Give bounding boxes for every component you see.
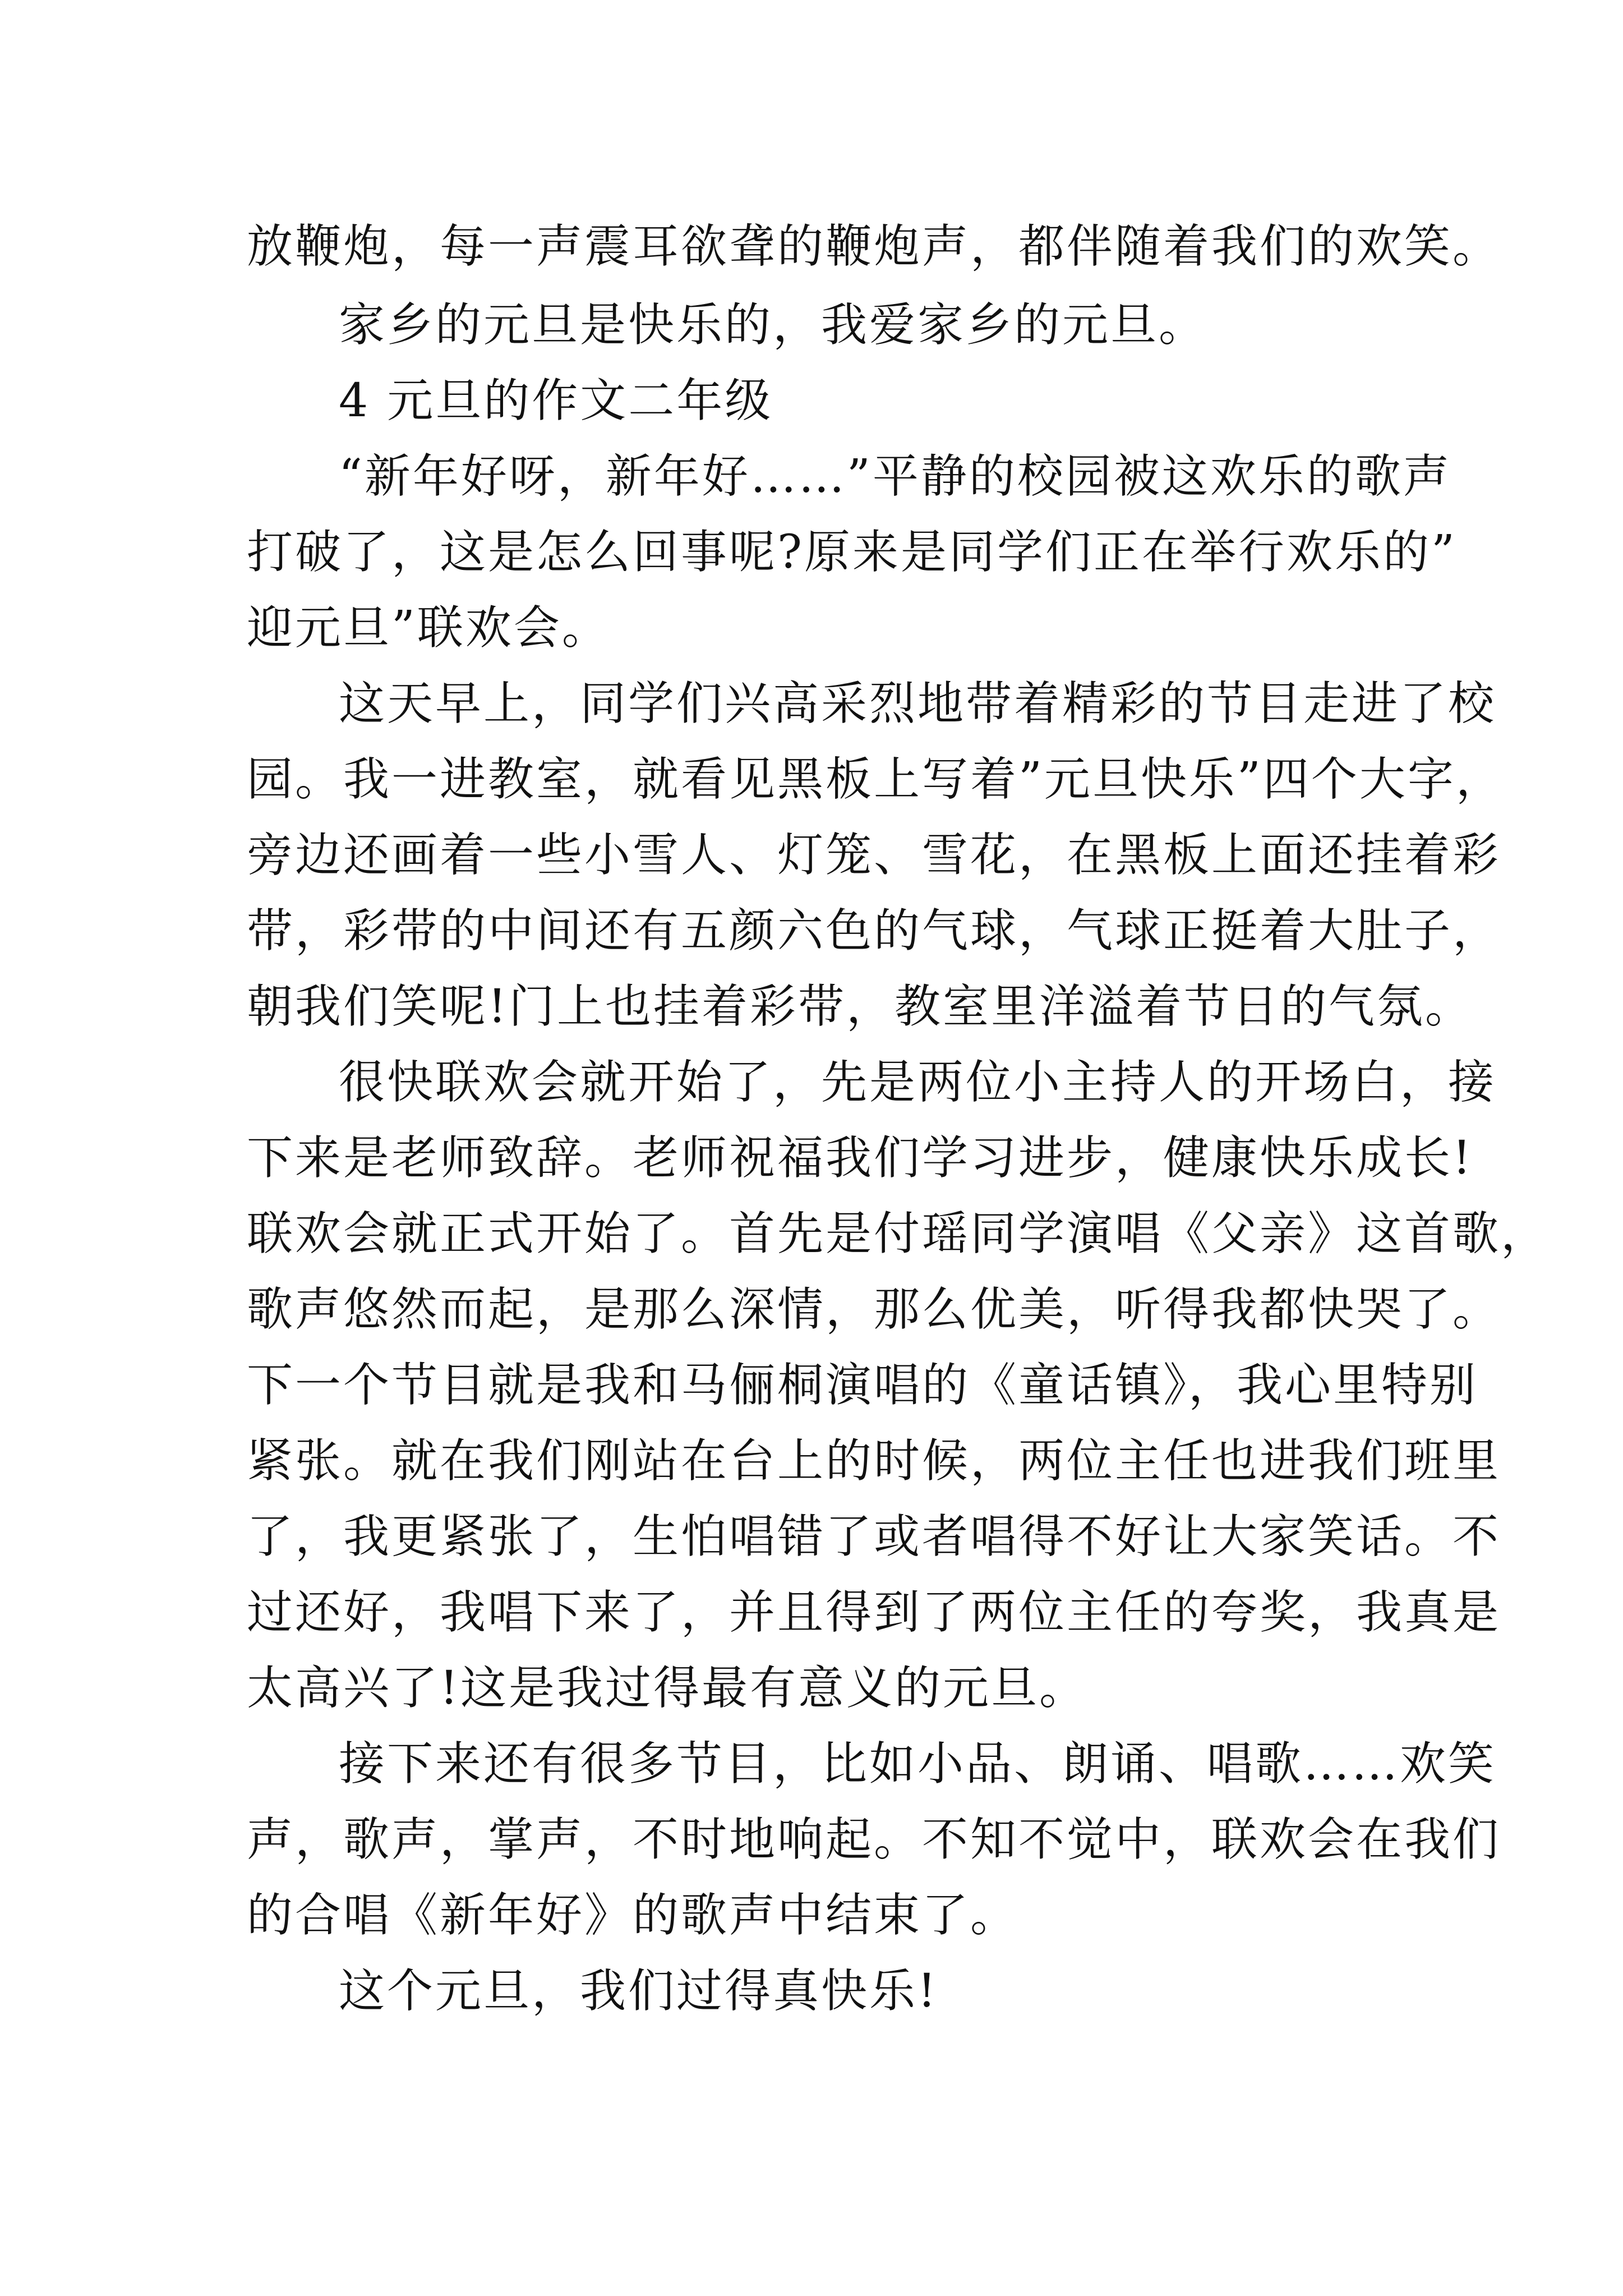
text-line: 歌声悠然而起，是那么深情，那么优美，听得我都快哭了。	[247, 1283, 1501, 1336]
text-line: 很快联欢会就开始了，先是两位小主持人的开场白，接	[339, 1056, 1497, 1109]
text-line: 这天早上，同学们兴高采烈地带着精彩的节目走进了校	[339, 677, 1497, 730]
text-line: 过还好，我唱下来了，并且得到了两位主任的夸奖，我真是	[247, 1586, 1501, 1639]
text-line: 打破了，这是怎么回事呢?原来是同学们正在举行欢乐的”	[247, 526, 1457, 579]
section-heading: 4 元旦的作文二年级	[339, 374, 773, 427]
text-line: 朝我们笑呢!门上也挂着彩带，教室里洋溢着节日的气氛。	[247, 980, 1473, 1033]
text-line: 带，彩带的中间还有五颜六色的气球，气球正挺着大肚子，	[247, 904, 1501, 958]
text-line: 声，歌声，掌声，不时地响起。不知不觉中，联欢会在我们	[247, 1813, 1501, 1866]
text-line: 接下来还有很多节目，比如小品、朗诵、唱歌……欢笑	[339, 1737, 1497, 1791]
text-line: 放鞭炮，每一声震耳欲聋的鞭炮声，都伴随着我们的欢笑。	[247, 220, 1501, 273]
text-line: 下一个节目就是我和马俪桐演唱的《童话镇》，我心里特别	[247, 1359, 1478, 1412]
text-line: 旁边还画着一些小雪人、灯笼、雪花，在黑板上面还挂着彩	[247, 829, 1501, 882]
text-line: “新年好呀，新年好……”平静的校园被这欢乐的歌声	[339, 450, 1451, 503]
text-line: 这个元旦，我们过得真快乐!	[339, 1964, 938, 2018]
text-line: 的合唱《新年好》的歌声中结束了。	[247, 1889, 1019, 1942]
text-line: 了，我更紧张了，生怕唱错了或者唱得不好让大家笑话。不	[247, 1510, 1501, 1563]
text-line: 紧张。就在我们刚站在台上的时候，两位主任也进我们班里	[247, 1434, 1501, 1488]
text-line: 下来是老师致辞。老师祝福我们学习进步，健康快乐成长!	[247, 1131, 1473, 1185]
text-line: 迎元旦”联欢会。	[247, 601, 610, 655]
text-line: 园。我一进教室，就看见黑板上写着”元旦快乐”四个大字，	[247, 753, 1504, 806]
text-line: 家乡的元旦是快乐的，我爱家乡的元旦。	[339, 298, 1207, 352]
text-line: 太高兴了!这是我过得最有意义的元旦。	[247, 1662, 1087, 1715]
text-line: 联欢会就正式开始了。首先是付瑶同学演唱《父亲》这首歌，	[247, 1207, 1550, 1260]
